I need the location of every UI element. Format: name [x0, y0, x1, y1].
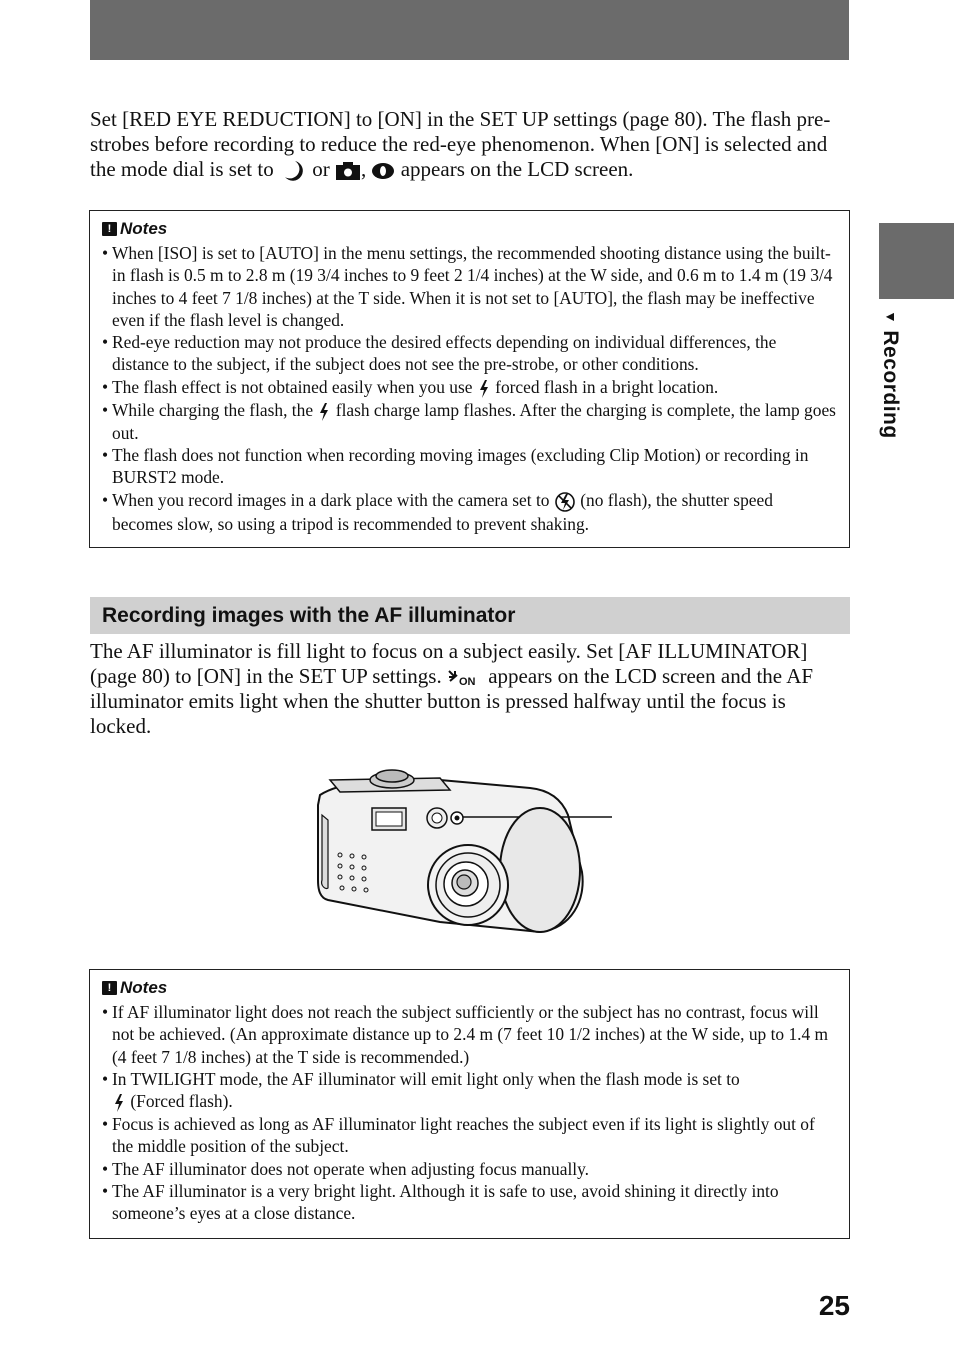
- svg-text:ON: ON: [458, 676, 476, 688]
- section-tab: [879, 223, 954, 299]
- note-item: • Focus is achieved as long as AF illuminator light reaches the subject even if its light is slightly out of the middle position of the subject.: [102, 1113, 837, 1158]
- twilight-moon-icon: [279, 159, 307, 183]
- notes-icon: !: [102, 981, 117, 995]
- notes-heading: ! Notes: [102, 978, 837, 998]
- note-item: • Red-eye reduction may not produce the desired effects depending on individual differences, the distance to the subject, if the subject does not see the pre-strobe, or other conditions.: [102, 331, 837, 376]
- notes-icon: !: [102, 222, 117, 236]
- note-item: • The flash effect is not obtained easily when you use forced flash in a bright location.: [102, 376, 837, 399]
- forced-flash-icon: [477, 379, 491, 399]
- page-number: 25: [818, 1290, 850, 1321]
- section-heading: Recording images with the AF illuminator: [90, 597, 850, 634]
- red-eye-icon: [371, 162, 395, 180]
- section-tab-label: [874, 310, 906, 460]
- notes-list: [102, 242, 837, 535]
- note-item: • While charging the flash, the flash charge lamp flashes. After the charging is complete, the lamp goes out.: [102, 399, 837, 444]
- triangle-marker-icon: ▼: [883, 310, 899, 325]
- af-on-icon: [447, 669, 483, 687]
- note-item: • The AF illuminator does not operate when adjusting focus manually.: [102, 1158, 837, 1180]
- section-label-text: Recording: [879, 330, 902, 439]
- note-item: • The AF illuminator is a very bright light. Although it is safe to use, avoid shining it directly into someone’s eyes at a close distance.: [102, 1180, 837, 1225]
- forced-flash-icon: [112, 1093, 126, 1113]
- camera-illustration: [300, 760, 630, 940]
- note-item: • The flash does not function when recording moving images (excluding Clip Motion) or recording in BURST2 mode.: [102, 444, 837, 489]
- note-item: • In TWILIGHT mode, the AF illuminator will emit light only when the flash mode is set to (Forced flash).: [102, 1068, 837, 1113]
- notes-box-flash: [89, 210, 850, 548]
- note-item: • If AF illuminator light does not reach the subject sufficiently or the subject has no contrast, focus will not be achieved. (An approximate distance up to 2.4 m (7 feet 10 1/2 inches) at the W side, up to 1.4 m (4 feet 7 1/8 inches) at the T side is recommended.): [102, 1001, 837, 1068]
- notes-box-af-illuminator: [89, 969, 850, 1239]
- flash-charge-icon: [317, 402, 331, 422]
- note-item: • When you record images in a dark place with the camera set to (no flash), the shutter speed becomes slow, so using a tripod is recommended to prevent shaking.: [102, 489, 837, 535]
- header-bar: [90, 0, 849, 60]
- notes-list: [102, 1001, 837, 1225]
- red-eye-paragraph: Set [RED EYE REDUCTION] to [ON] in the SET UP settings (page 80). The flash pre-strobes before recording to reduce the red-eye phenomenon. When [ON] is selected and the mode dial is set to or , appears on the LCD screen.: [90, 107, 850, 183]
- note-item: • When [ISO] is set to [AUTO] in the menu settings, the recommended shooting distance using the built-in flash is 0.5 m to 2.8 m (19 3/4 inches to 9 feet 2 1/4 inches) at the W side, and 0.6 m to 1.4 m (19 3/4 inches to 4 feet 7 1/8 inches) at the T side. When it is not set to [AUTO], the flash may be ineffective even if the flash level is changed.: [102, 242, 837, 331]
- camera-mode-icon: [335, 161, 361, 181]
- af-illuminator-paragraph: The AF illuminator is fill light to focus on a subject easily. Set [AF ILLUMINATOR] (page 80) to [ON] in the SET UP settings. ON appears on the LCD screen and the AF illuminator emits light when the shutter button is pressed halfway until the focus is locked.: [90, 639, 814, 738]
- notes-heading: ! Notes: [102, 219, 837, 239]
- no-flash-icon: [554, 491, 576, 513]
